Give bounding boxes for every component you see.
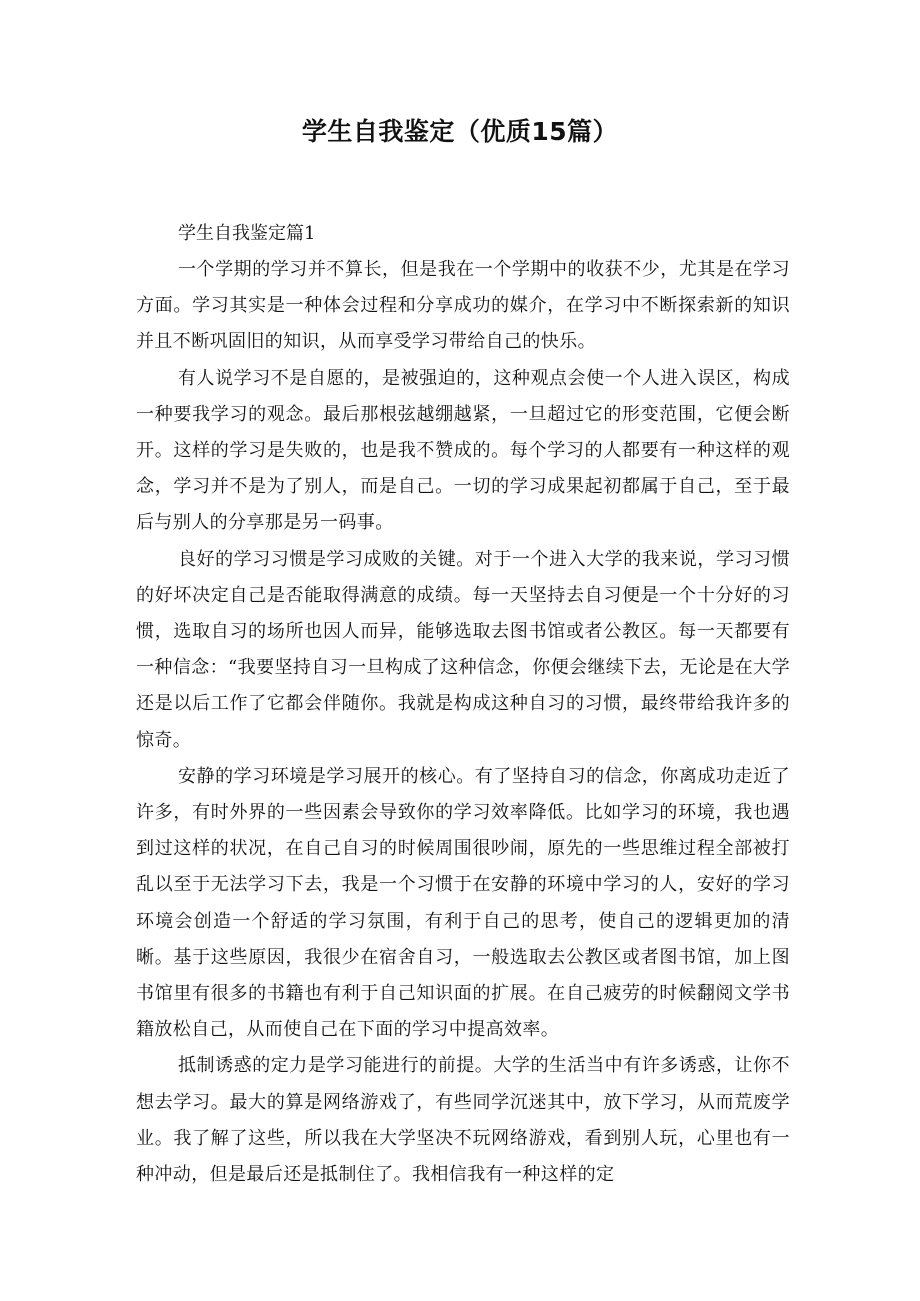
section-heading: 学生自我鉴定篇1	[178, 223, 316, 244]
document-title: 学生自我鉴定（优质15篇）	[301, 117, 619, 146]
document-body	[136, 216, 790, 1193]
paragraph: 抵制诱惑的定力是学习能进行的前提。大学的生活当中有许多诱惑，让你不想去学习。最大的算是网络游戏了，有些同学沉迷其中，放下学习，从而荒废学业。我了解了这些，所以我在大学坚决不玩网络游戏，看到别人玩，心里也有一种冲动，但是最后还是抵制住了。我相信我有一种这样的定	[136, 1055, 790, 1186]
paragraph: 安静的学习环境是学习展开的核心。有了坚持自习的信念，你离成功走近了许多，有时外界的一些因素会导致你的学习效率降低。比如学习的环境，我也遇到过这样的状况，在自己自习的时候周围很吵闹，原先的一些思维过程全部被打乱以至于无法学习下去，我是一个习惯于在安静的环境中学习的人，安好的学习环境会创造一个舒适的学习氛围，有利于自己的思考，使自己的逻辑更加的清晰。基于这些原因，我很少在宿舍自习，一般选取去公教区或者图书馆，加上图书馆里有很多的书籍也有利于自己知识面的扩展。在自己疲劳的时候翻阅文学书籍放松自己，从而使自己在下面的学习中提高效率。	[136, 765, 790, 1041]
paragraph: 一个学期的学习并不算长，但是我在一个学期中的收获不少，尤其是在学习方面。学习其实是一种体会过程和分享成功的媒介，在学习中不断探索新的知识并且不断巩固旧的知识，从而享受学习带给自己的快乐。	[136, 259, 790, 353]
paragraph: 良好的学习习惯是学习成败的关键。对于一个进入大学的我来说，学习习惯的好坏决定自己是否能取得满意的成绩。每一天坚持去自习便是一个十分好的习惯，选取自习的场所也因人而异，能够选取去图书馆或者公教区。每一天都要有一种信念：“我要坚持自习一旦构成了这种信念，你便会继续下去，无论是在大学还是以后工作了它都会伴随你。我就是构成这种自习的习惯，最终带给我许多的惊奇。	[136, 548, 790, 751]
paragraph: 有人说学习不是自愿的，是被强迫的，这种观点会使一个人进入误区，构成一种要我学习的观念。最后那根弦越绷越紧，一旦超过它的形变范围，它便会断开。这样的学习是失败的，也是我不赞成的。每个学习的人都要有一种这样的观念，学习并不是为了别人，而是自己。一切的学习成果起初都属于自己，至于最后与别人的分享那是另一码事。	[136, 367, 790, 534]
